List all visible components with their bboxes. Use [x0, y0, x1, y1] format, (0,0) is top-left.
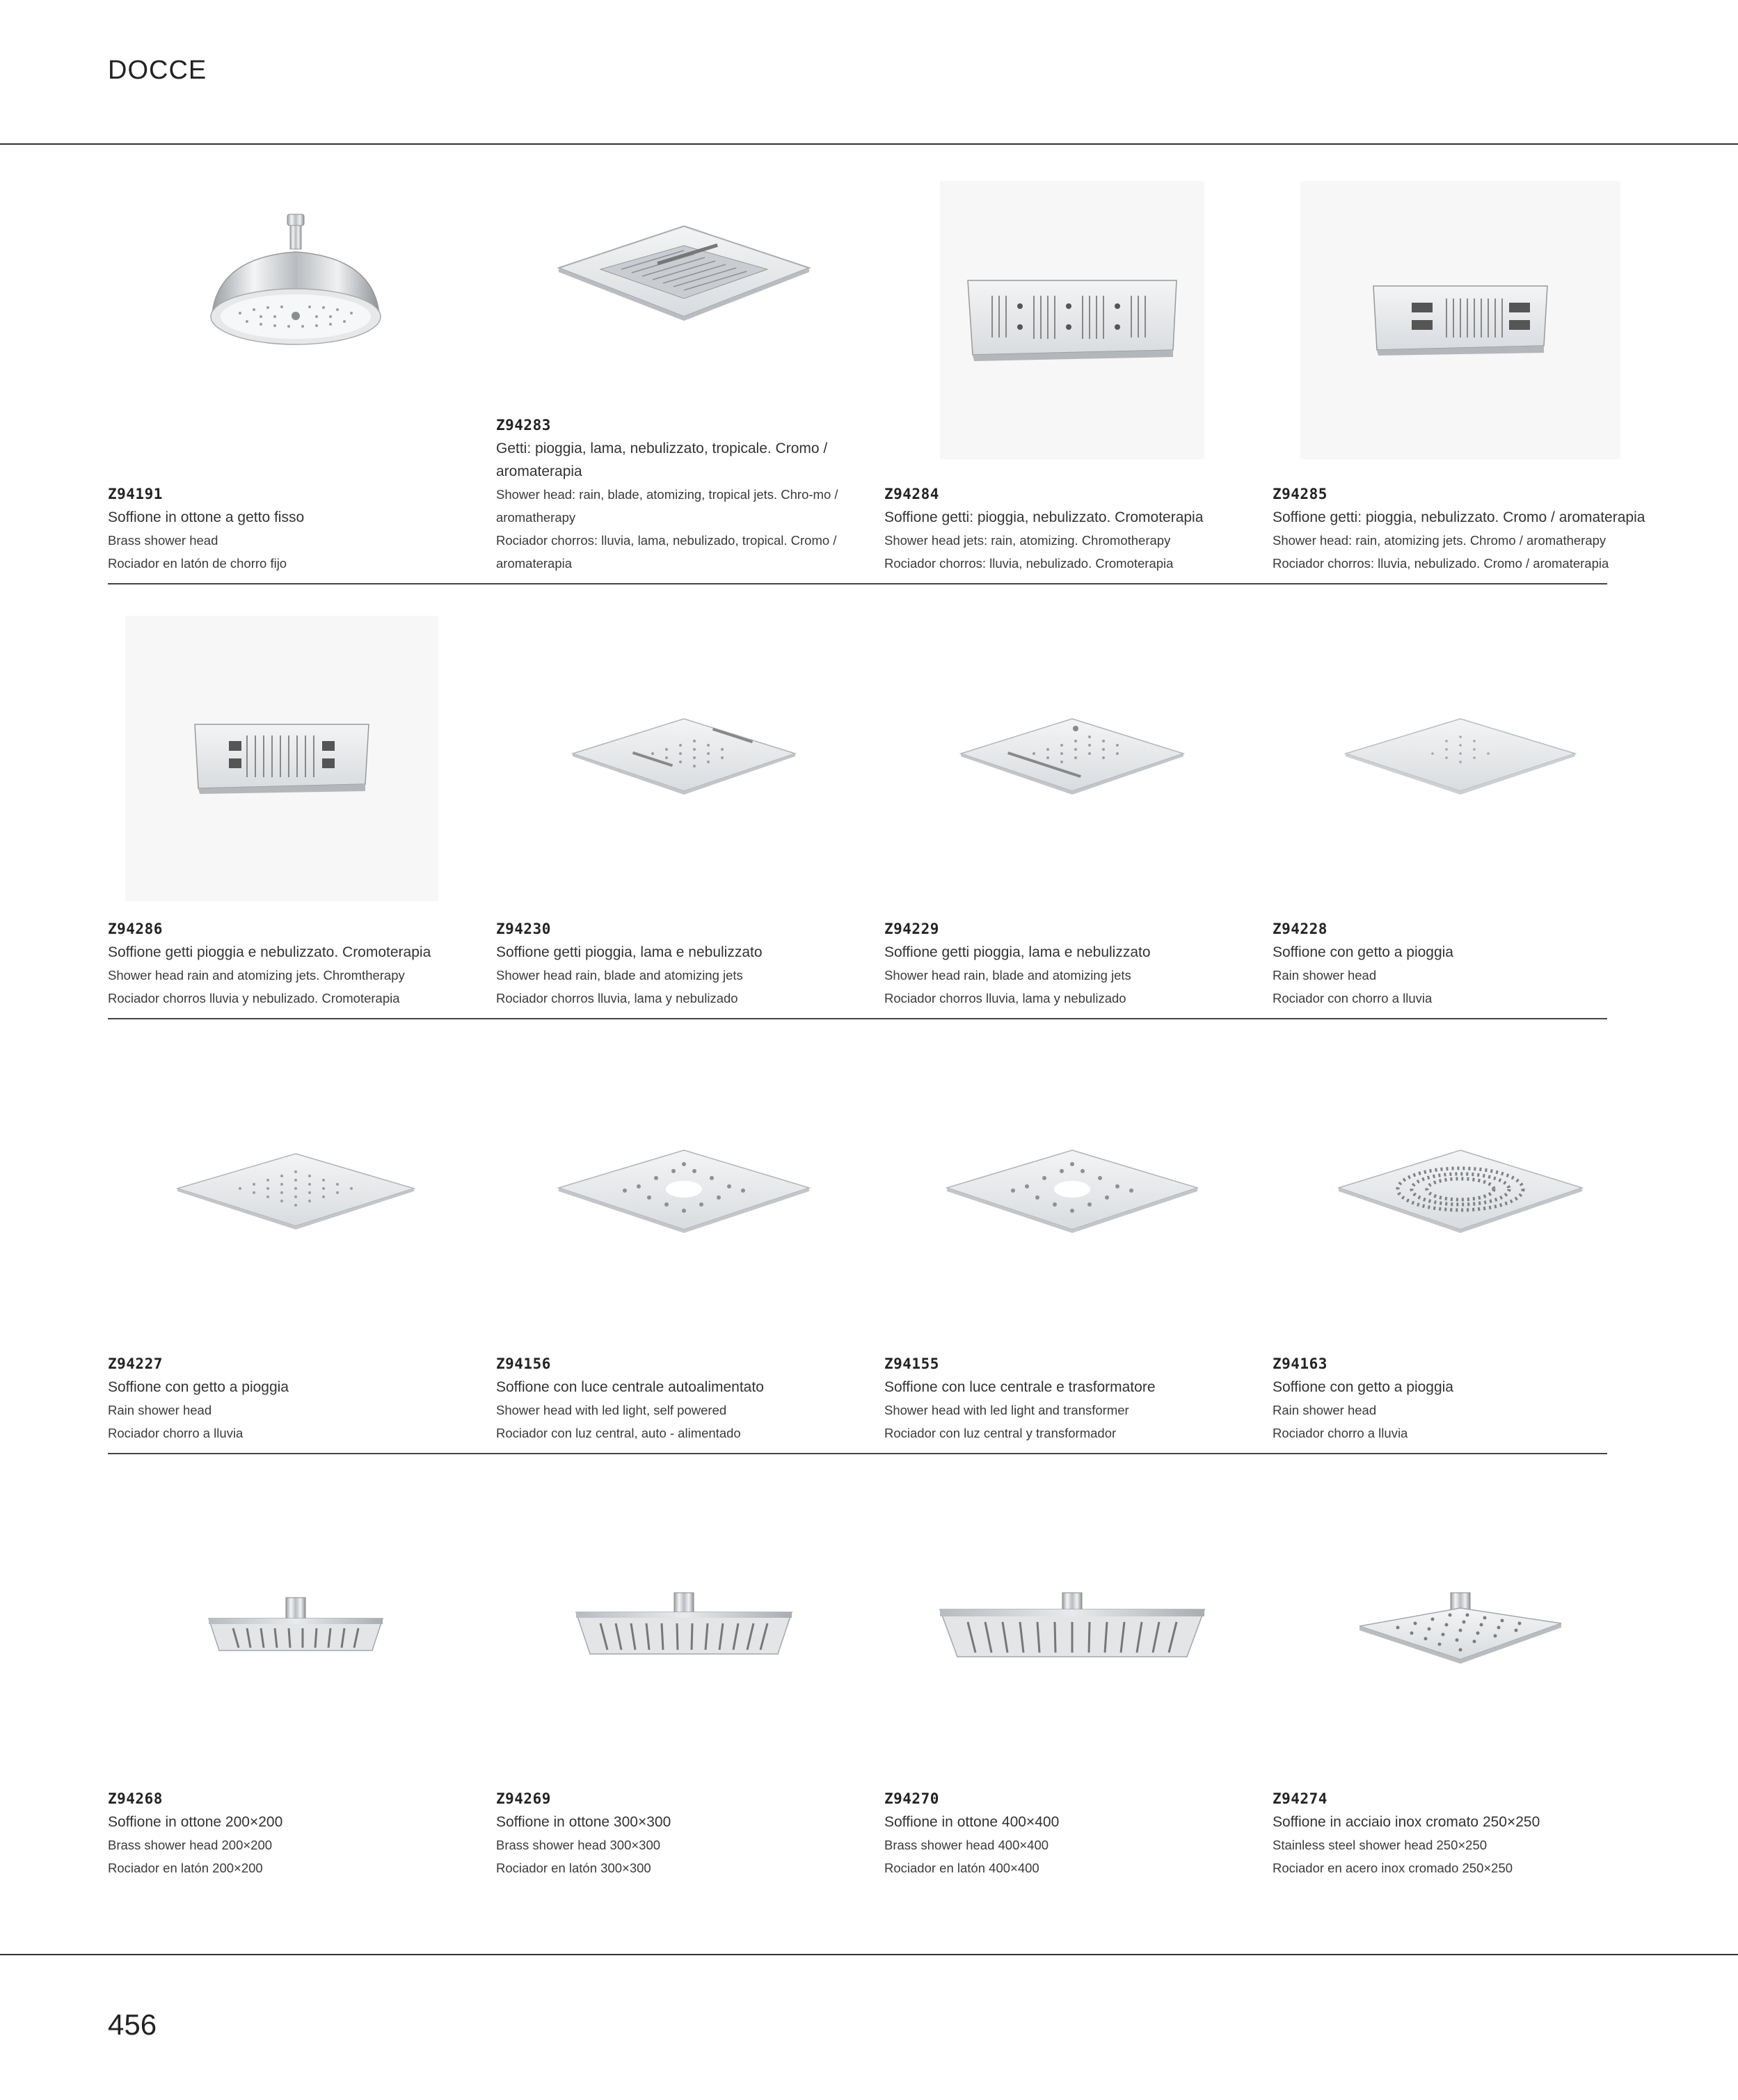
rectangular-ceiling-shower-icon [964, 275, 1180, 365]
description-it: Soffione in acciaio inox cromato 250×250 [1273, 1814, 1540, 1830]
description-en: Shower head jets: rain, atomizing. Chromotherapy [884, 533, 1171, 548]
product-text [108, 918, 491, 1010]
product-code: Z94286 [108, 921, 163, 937]
bottom-rule [0, 1954, 1738, 1955]
product-card-z94283[interactable] [496, 181, 872, 584]
product-card-z94229[interactable] [884, 616, 1260, 1019]
description-es: Rociador chorro a lluvia [1273, 1426, 1408, 1440]
description-en: Shower head: rain, blade, atomizing, tropical jets. Chro-mo / aromatherapy [496, 487, 838, 525]
product-code: Z94270 [884, 1790, 939, 1807]
product-image [884, 616, 1260, 901]
round-shower-head-icon [191, 209, 400, 376]
description-it: Soffione con getto a pioggia [108, 1379, 289, 1395]
description-it: Soffione getti: pioggia, nebulizzato. Cromo / aromaterapia [1273, 509, 1645, 525]
product-image [1273, 1051, 1648, 1336]
description-en: Brass shower head [108, 533, 218, 548]
description-en: Shower head rain, blade and atomizing jets [496, 968, 743, 983]
product-text [1273, 1353, 1655, 1445]
product-card-z94268[interactable] [108, 1486, 484, 1889]
square-ceiling-shower-icon [957, 713, 1187, 804]
description-it: Soffione con getto a pioggia [1273, 944, 1453, 960]
description-it: Soffione con luce centrale e trasformatore [884, 1379, 1156, 1395]
product-image [884, 1051, 1260, 1336]
description-es: Rociador en latón de chorro fijo [108, 556, 287, 571]
square-ceiling-shower-icon [174, 1148, 417, 1239]
product-code: Z94229 [884, 921, 939, 937]
rectangular-ceiling-shower-icon [1370, 282, 1551, 358]
product-card-z94191[interactable] [108, 181, 484, 584]
description-es: Rociador chorros: lluvia, nebulizado. Cromoterapia [884, 556, 1174, 571]
product-code: Z94156 [496, 1355, 551, 1372]
description-it: Soffione in ottone a getto fisso [108, 509, 305, 525]
description-es: Rociador en latón 200×200 [108, 1861, 263, 1875]
wall-shower-head-icon [1356, 1590, 1565, 1667]
description-es: Rociador chorros lluvia y nebulizado. Cromoterapia [108, 991, 400, 1005]
product-card-z94163[interactable] [1273, 1051, 1648, 1454]
description-en: Shower head: rain, atomizing jets. Chromo / aromatherapy [1273, 533, 1607, 548]
description-it: Soffione getti pioggia e nebulizzato. Cromoterapia [108, 944, 431, 960]
description-es: Rociador en latón 400×400 [884, 1861, 1039, 1875]
product-card-z94270[interactable] [884, 1486, 1260, 1889]
description-es: Rociador con luz central, auto - alimentado [496, 1426, 741, 1440]
product-card-z94274[interactable] [1273, 1486, 1648, 1889]
product-image [108, 1051, 484, 1336]
product-card-z94230[interactable] [496, 616, 872, 1019]
product-card-z94156[interactable] [496, 1051, 872, 1454]
description-es: Rociador en latón 300×300 [496, 1861, 651, 1875]
wall-shower-head-icon [205, 1593, 386, 1663]
row-divider [108, 1453, 1607, 1454]
description-es: Rociador en acero inox cromado 250×250 [1273, 1861, 1513, 1875]
section-title: DOCCE [108, 56, 207, 85]
description-en: Rain shower head [1273, 1403, 1377, 1417]
product-image [1273, 181, 1648, 459]
product-card-z94286[interactable] [108, 616, 484, 1019]
led-shower-head-icon [943, 1145, 1201, 1242]
product-code: Z94163 [1273, 1355, 1328, 1372]
product-text [108, 483, 491, 575]
description-it: Soffione getti pioggia, lama e nebulizzato [496, 944, 763, 960]
product-text [1273, 1788, 1655, 1879]
product-code: Z94274 [1273, 1790, 1328, 1807]
product-text [496, 1353, 879, 1445]
description-es: Rociador chorro a lluvia [108, 1426, 244, 1440]
product-image [122, 616, 442, 901]
product-code: Z94268 [108, 1790, 163, 1807]
product-text [496, 1788, 879, 1879]
product-code: Z94284 [884, 486, 939, 502]
square-ceiling-shower-icon [1342, 713, 1579, 804]
description-es: Rociador con chorro a lluvia [1273, 991, 1433, 1005]
wall-shower-head-icon [573, 1590, 795, 1667]
product-row-3 [108, 1051, 1607, 1454]
square-ceiling-shower-icon [552, 212, 816, 331]
description-en: Stainless steel shower head 250×250 [1273, 1838, 1488, 1852]
description-en: Brass shower head 400×400 [884, 1838, 1049, 1852]
led-shower-head-icon [555, 1145, 813, 1242]
description-it: Soffione in ottone 300×300 [496, 1814, 671, 1830]
description-es: Rociador chorros lluvia, lama y nebulizado [496, 991, 738, 1005]
description-it: Soffione con getto a pioggia [1273, 1379, 1453, 1395]
description-it: Soffione in ottone 200×200 [108, 1814, 283, 1830]
description-it: Soffione con luce centrale autoalimentato [496, 1379, 764, 1395]
description-en: Shower head rain and atomizing jets. Chromtherapy [108, 968, 405, 983]
description-en: Brass shower head 300×300 [496, 1838, 661, 1852]
product-text [884, 1353, 1267, 1445]
description-es: Rociador con luz central y transformador [884, 1426, 1117, 1440]
wall-shower-head-icon [936, 1590, 1208, 1667]
square-ceiling-shower-icon [569, 713, 799, 804]
product-image [884, 1486, 1260, 1771]
description-it: Getti: pioggia, lama, nebulizzato, tropicale. Cromo / aromaterapia [496, 440, 828, 479]
product-image [108, 1486, 484, 1771]
product-text [496, 414, 879, 575]
product-text [884, 1788, 1267, 1879]
description-it: Soffione getti: pioggia, nebulizzato. Cromoterapia [884, 509, 1204, 525]
description-en: Shower head with led light and transformer [884, 1403, 1129, 1417]
product-text [108, 1353, 491, 1445]
product-image [496, 1486, 872, 1771]
product-image [1273, 1486, 1648, 1771]
product-row-1 [108, 181, 1645, 584]
description-es: Rociador chorros: lluvia, nebulizado. Cromo / aromaterapia [1273, 556, 1609, 571]
product-image [919, 181, 1225, 459]
product-text [884, 918, 1267, 1010]
product-image [108, 181, 484, 404]
top-rule [0, 143, 1738, 145]
product-text [1273, 918, 1655, 1010]
description-it: Soffione getti pioggia, lama e nebulizzato [884, 944, 1151, 960]
product-image [496, 181, 872, 362]
description-en: Brass shower head 200×200 [108, 1838, 273, 1852]
product-code: Z94285 [1273, 486, 1328, 502]
description-en: Shower head rain, blade and atomizing jets [884, 968, 1131, 983]
product-text [1273, 483, 1655, 575]
description-it: Soffione in ottone 400×400 [884, 1814, 1060, 1830]
page-number: 456 [108, 2008, 157, 2041]
product-card-z94228[interactable] [1273, 616, 1648, 1019]
product-code: Z94283 [496, 417, 551, 433]
description-en: Rain shower head [108, 1403, 212, 1417]
description-en: Rain shower head [1273, 968, 1377, 983]
product-code: Z94191 [108, 486, 163, 502]
product-card-z94269[interactable] [496, 1486, 872, 1889]
product-text [884, 483, 1267, 575]
row-divider [108, 1018, 1607, 1019]
product-card-z94285[interactable] [1273, 181, 1648, 584]
description-es: Rociador chorros: lluvia, lama, nebulizado, tropical. Cromo / aromaterapia [496, 533, 837, 571]
product-code: Z94228 [1273, 921, 1328, 937]
square-ceiling-shower-icon [1335, 1145, 1586, 1242]
product-code: Z94269 [496, 1790, 551, 1807]
product-text [496, 918, 879, 1010]
description-es: Rociador chorros lluvia, lama y nebulizado [884, 991, 1126, 1005]
product-card-z94227[interactable] [108, 1051, 484, 1454]
product-code: Z94230 [496, 921, 551, 937]
row-divider [108, 583, 1607, 584]
product-row-2 [108, 616, 1607, 1019]
product-code: Z94227 [108, 1355, 163, 1372]
rectangular-ceiling-shower-icon [191, 720, 372, 797]
product-code: Z94155 [884, 1355, 939, 1372]
product-card-z94284[interactable] [884, 181, 1260, 584]
product-card-z94155[interactable] [884, 1051, 1260, 1454]
product-image [496, 616, 872, 901]
product-row-4 [108, 1486, 1607, 1889]
description-en: Shower head with led light, self powered [496, 1403, 727, 1417]
product-image [1273, 616, 1648, 901]
product-text [108, 1788, 491, 1879]
product-image [496, 1051, 872, 1336]
